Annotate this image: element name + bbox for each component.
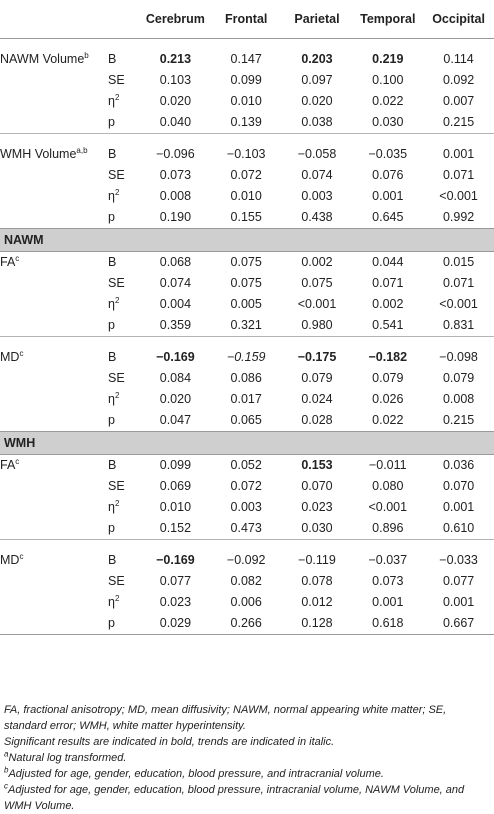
table-cell: −0.175 (297, 350, 337, 364)
table-cell: 0.097 (301, 73, 333, 87)
table-cell: 0.052 (230, 458, 262, 472)
footnote-abbreviations: FA, fractional anisotropy; MD, mean diffusivity; NAWM, normal appearing white matter; SE, standard error; WMH, white matter hyperintensity. (4, 704, 447, 732)
table-cell: 0.006 (230, 595, 262, 609)
table-cell: −0.169 (156, 553, 195, 567)
section-header-wmh (0, 432, 494, 455)
stat-label: p (108, 413, 115, 427)
section-label: NAWM (0, 229, 494, 252)
table-row (0, 592, 494, 613)
table-cell: 0.114 (443, 52, 474, 66)
table-cell: 0.075 (230, 255, 262, 269)
row-group-label: $MD^c$ (0, 348, 24, 364)
stat-label: SE (108, 371, 125, 385)
table-cell: 0.015 (442, 255, 475, 269)
table-cell: 0.017 (230, 392, 262, 406)
table-cell: 0.266 (211, 613, 282, 635)
table-cell: −0.119 (298, 553, 336, 567)
table-cell: 0.079 (442, 371, 475, 385)
table-cell: 0.152 (159, 521, 192, 535)
table-cell: 0.030 (301, 521, 333, 535)
table-cell: 0.072 (230, 168, 262, 182)
table-cell: 0.007 (442, 94, 475, 108)
table-row (0, 368, 494, 389)
table-cell: 0.074 (159, 276, 192, 290)
table-cell: 0.001 (442, 147, 475, 161)
table-cell: 0.190 (159, 210, 192, 224)
table-cell: 0.003 (301, 189, 333, 203)
table-cell: 0.070 (301, 479, 333, 493)
table-cell: 0.028 (301, 413, 333, 427)
table-footnotes (4, 702, 490, 814)
footnote-a: $^a$Natural log transformed. (4, 749, 127, 764)
table-cell: 0.074 (301, 168, 333, 182)
table-cell: 0.072 (230, 479, 262, 493)
table-cell: 0.100 (372, 73, 404, 87)
table-cell: 0.073 (159, 168, 192, 182)
table-cell: 0.022 (372, 413, 404, 427)
table-cell: 0.008 (442, 392, 475, 406)
table-cell: 0.029 (140, 613, 211, 635)
table-row (0, 144, 494, 165)
table-row (0, 315, 494, 337)
table-cell: 0.321 (230, 318, 262, 332)
footnote-c: $^c$Adjusted for age, gender, education, blood pressure, intracranial volume, NAWM Volume, and WMH Volume. (4, 781, 465, 812)
table-cell: −0.035 (368, 147, 408, 161)
row-group-label: $FA^c$ (0, 456, 20, 472)
table-cell: 0.219 (372, 52, 404, 66)
table-cell: 0.001 (372, 595, 404, 609)
header-frontal: Frontal (225, 11, 268, 26)
table-cell: 0.005 (230, 297, 262, 311)
footnote-significance: Significant results are indicated in bold, trends are indicated in italic. (4, 736, 335, 748)
stat-label: p (108, 521, 115, 535)
table-cell: 0.001 (442, 500, 475, 514)
table-cell: 0.099 (159, 458, 192, 472)
table-cell: 0.080 (372, 479, 404, 493)
table-cell: 0.077 (442, 574, 475, 588)
stat-label: B (108, 553, 117, 567)
stat-label: $\eta^2$ (108, 593, 120, 609)
table-cell: 0.008 (159, 189, 192, 203)
stat-label: p (108, 318, 115, 332)
header-occipital: Occipital (432, 11, 485, 26)
table-cell: 0.992 (442, 210, 475, 224)
table-cell: 0.038 (301, 115, 333, 129)
table-row (0, 518, 494, 540)
table-cell: −0.092 (226, 553, 266, 567)
header-row (0, 0, 494, 39)
stat-label: $\eta^2$ (108, 498, 120, 514)
table-cell: 0.010 (230, 94, 262, 108)
table-row (0, 252, 494, 274)
table-row (0, 294, 494, 315)
table-cell: −0.098 (439, 350, 478, 364)
table-cell: 0.010 (230, 189, 262, 203)
table-cell: 0.068 (159, 255, 192, 269)
stat-label: B (108, 255, 117, 269)
table-cell: 0.667 (423, 613, 494, 635)
stat-label: p (108, 210, 115, 224)
table-cell: −0.182 (368, 350, 408, 364)
stat-label: SE (108, 73, 125, 87)
table-row (0, 91, 494, 112)
table-cell: 0.980 (301, 318, 333, 332)
table-row (0, 389, 494, 410)
table-cell: 0.078 (301, 574, 333, 588)
table-cell: 0.020 (159, 94, 192, 108)
table-cell: 0.003 (230, 500, 262, 514)
stat-label: $\eta^2$ (108, 390, 120, 406)
table-cell: 0.128 (282, 613, 353, 635)
table-cell: 0.030 (372, 115, 404, 129)
table-cell: 0.610 (442, 521, 475, 535)
table-cell: 0.079 (301, 371, 333, 385)
header-temporal: Temporal (360, 11, 416, 26)
table-row (0, 571, 494, 592)
table-cell: 0.023 (159, 595, 192, 609)
table-cell: <0.001 (297, 297, 337, 311)
stat-label: $\eta^2$ (108, 295, 120, 311)
table-row (0, 112, 494, 134)
table-cell: 0.153 (301, 458, 333, 472)
table-cell: 0.073 (372, 574, 404, 588)
table-cell: 0.438 (301, 210, 333, 224)
table-cell: 0.044 (372, 255, 404, 269)
table-cell: 0.082 (230, 574, 262, 588)
table-cell: 0.002 (301, 255, 333, 269)
row-group-label: WMH Volume$^{a,b}$ (0, 145, 88, 161)
table-cell: 0.645 (372, 210, 404, 224)
row-group-label: NAWM Volume$^b$ (0, 50, 89, 66)
table-cell: 0.103 (159, 73, 192, 87)
table-cell: 0.213 (159, 52, 192, 66)
section-header-nawm (0, 229, 494, 252)
row-group-label: $FA^c$ (0, 253, 20, 269)
stat-label: B (108, 147, 117, 161)
table-cell: 0.020 (159, 392, 192, 406)
stat-label: SE (108, 574, 125, 588)
table-cell: 0.004 (159, 297, 192, 311)
table-cell: 0.002 (372, 297, 404, 311)
table-cell: 0.541 (372, 318, 404, 332)
table-cell: −0.169 (156, 350, 195, 364)
header-empty (108, 0, 140, 39)
table-cell: 0.075 (230, 276, 262, 290)
stat-label: p (108, 613, 140, 635)
table-row (0, 410, 494, 432)
table-cell: −0.011 (368, 458, 407, 472)
footnote-b: $^b$Adjusted for age, gender, education, blood pressure, and intracranial volume. (4, 765, 384, 780)
table-cell: 0.001 (442, 595, 475, 609)
table-cell: 0.896 (372, 521, 404, 535)
table-cell: 0.077 (159, 574, 192, 588)
table-cell: 0.359 (159, 318, 192, 332)
table-row (0, 207, 494, 229)
table-cell: 0.155 (230, 210, 262, 224)
section-label: WMH (0, 432, 494, 455)
table-row (0, 613, 494, 635)
table-cell: 0.040 (159, 115, 192, 129)
table-cell: <0.001 (439, 189, 478, 203)
stat-label: B (108, 52, 117, 66)
table-cell: 0.831 (442, 318, 475, 332)
header-parietal: Parietal (294, 11, 340, 26)
table-cell: 0.070 (442, 479, 475, 493)
header-cerebrum: Cerebrum (145, 11, 205, 26)
table-cell: 0.071 (372, 276, 404, 290)
table-cell: 0.084 (159, 371, 192, 385)
table-cell: 0.139 (230, 115, 262, 129)
stat-label: B (108, 458, 117, 472)
stat-label: $\eta^2$ (108, 187, 120, 203)
table-cell: 0.215 (442, 115, 475, 129)
stat-label: p (108, 115, 115, 129)
table-cell: 0.024 (301, 392, 333, 406)
table-cell: 0.147 (230, 52, 262, 66)
stat-label: SE (108, 479, 125, 493)
table-cell: −0.096 (156, 147, 195, 161)
table-cell: 0.079 (372, 371, 404, 385)
stat-label: $\eta^2$ (108, 92, 120, 108)
stat-label: SE (108, 276, 125, 290)
table-cell: 0.618 (352, 613, 423, 635)
table-cell: 0.203 (301, 52, 333, 66)
table-cell: 0.012 (301, 595, 333, 609)
row-group-label: $MD^c$ (0, 551, 24, 567)
table-cell: 0.020 (301, 94, 333, 108)
table-cell: 0.069 (159, 479, 192, 493)
table-cell: 0.022 (372, 94, 404, 108)
table-cell: <0.001 (368, 500, 408, 514)
table-cell: −0.159 (226, 350, 266, 364)
table-cell: 0.047 (159, 413, 192, 427)
table-cell: −0.037 (368, 553, 408, 567)
table-cell: 0.026 (372, 392, 404, 406)
table-cell: −0.103 (226, 147, 266, 161)
table-row (0, 70, 494, 91)
table-cell: 0.215 (442, 413, 475, 427)
table-row (0, 49, 494, 70)
table-row (0, 273, 494, 294)
table-cell: 0.076 (372, 168, 404, 182)
stat-label: SE (108, 168, 125, 182)
table-cell: 0.023 (301, 500, 333, 514)
header-empty (0, 0, 108, 39)
table-cell: 0.010 (159, 500, 192, 514)
table-row (0, 165, 494, 186)
table-cell: 0.071 (442, 276, 475, 290)
table-cell: −0.058 (297, 147, 337, 161)
table-row (0, 550, 494, 571)
table-row (0, 455, 494, 477)
table-cell: 0.001 (372, 189, 404, 203)
table-cell: 0.086 (230, 371, 262, 385)
table-cell: <0.001 (439, 297, 478, 311)
table-row (0, 186, 494, 207)
table-row (0, 497, 494, 518)
table-cell: 0.099 (230, 73, 262, 87)
table-cell: 0.065 (230, 413, 262, 427)
table-cell: 0.036 (442, 458, 475, 472)
table-cell: 0.075 (301, 276, 333, 290)
table-cell: 0.092 (442, 73, 475, 87)
stat-label: B (108, 350, 117, 364)
table-row (0, 476, 494, 497)
table-row (0, 347, 494, 368)
table-cell: −0.033 (439, 553, 478, 567)
table-cell: 0.473 (230, 521, 262, 535)
table-cell: 0.071 (442, 168, 475, 182)
